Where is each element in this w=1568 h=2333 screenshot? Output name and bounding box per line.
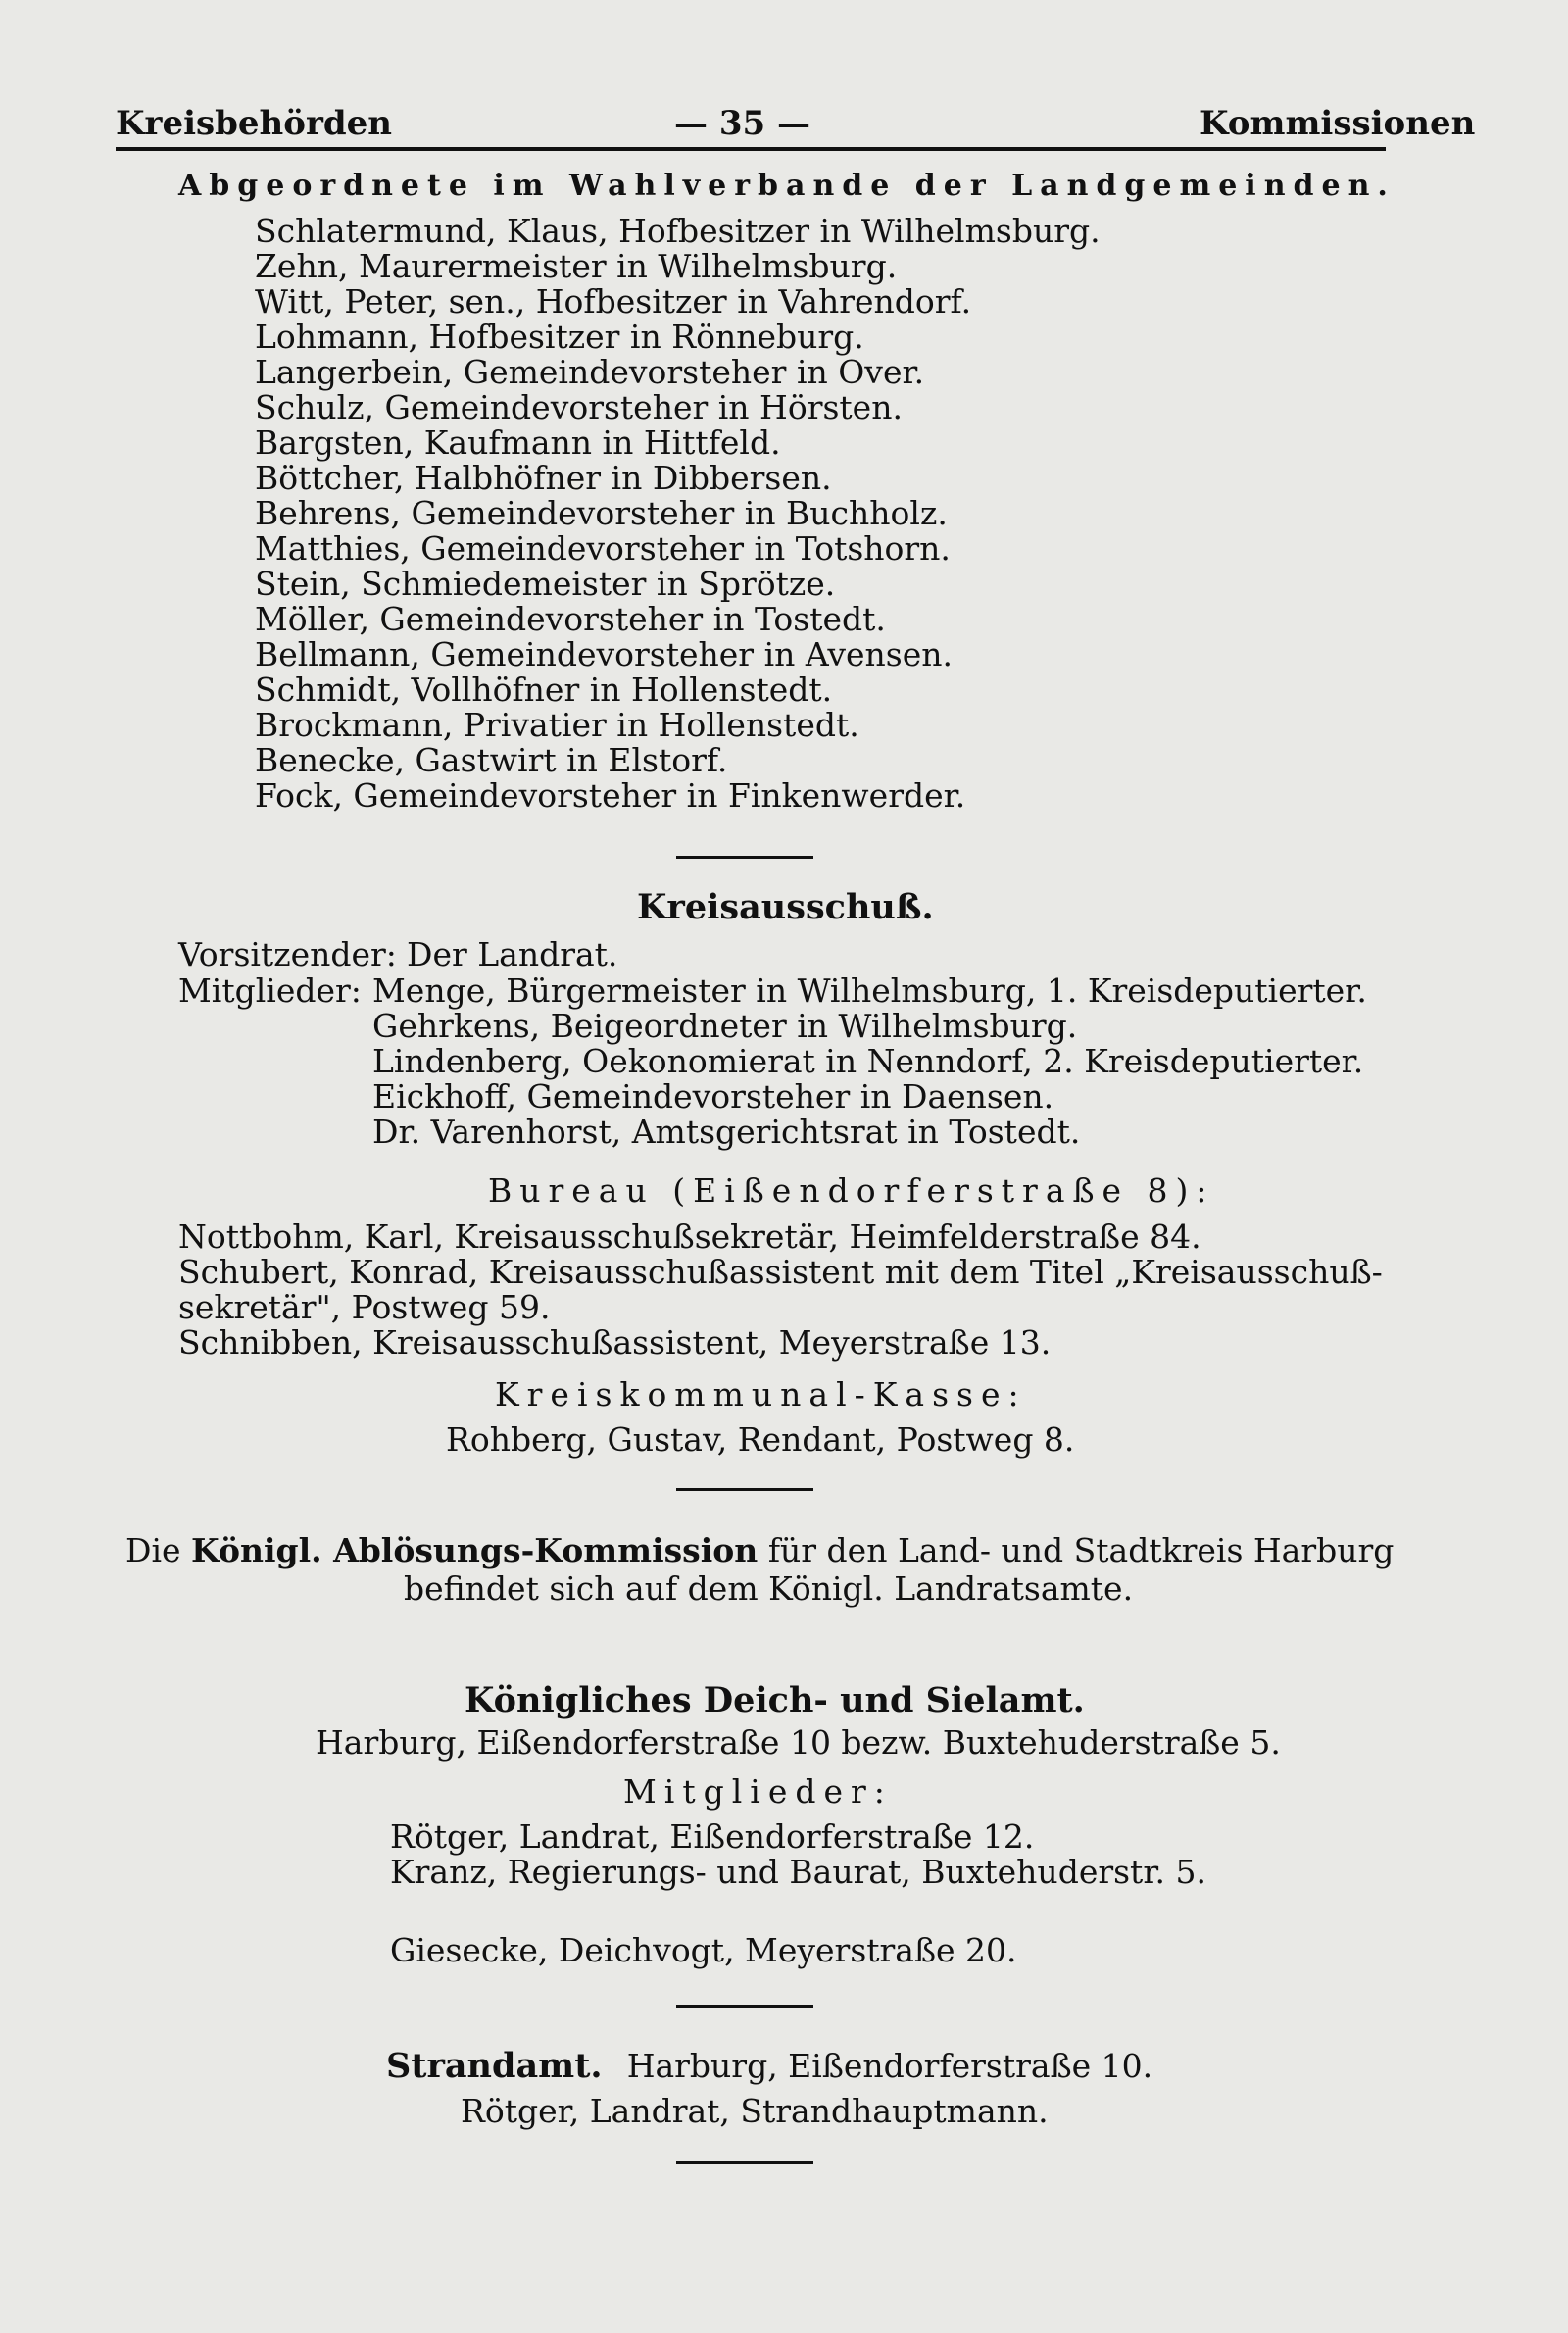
list-item: Bargsten, Kaufmann in Hittfeld.: [255, 423, 781, 462]
kasse-title: Kreiskommunal-Kasse:: [495, 1375, 1027, 1414]
deichamt-mitglieder-title: Mitglieder:: [623, 1772, 893, 1811]
list-item: Brockmann, Privatier in Hollenstedt.: [255, 706, 859, 744]
section-title-strandamt: Strandamt.: [386, 2046, 603, 2086]
deichamt-mitglieder-list: [390, 1819, 1206, 1890]
bureau-title: Bureau (Eißendorferstraße 8):: [488, 1171, 1215, 1210]
list-item: Schulz, Gemeindevorsteher in Hörsten.: [255, 388, 903, 426]
abloesung-pre: Die: [125, 1531, 181, 1569]
list-item: Menge, Bürgermeister in Wilhelmsburg, 1. Kreisdeputierter.: [372, 971, 1367, 1010]
list-item: Schlatermund, Klaus, Hofbesitzer in Wilhelmsburg.: [255, 212, 1101, 250]
deichvogt-entry: Giesecke, Deichvogt, Meyerstraße 20.: [390, 1931, 1017, 1969]
list-item: Schnibben, Kreisausschußassistent, Meyerstraße 13.: [178, 1323, 1052, 1362]
list-item: Schmidt, Vollhöfner in Hollenstedt.: [255, 670, 833, 709]
mitglieder-label: Mitglieder:: [178, 971, 362, 1010]
strandamt-line: [386, 2048, 1152, 2085]
list-item: Dr. Varenhorst, Amtsgerichtsrat in Tostedt.: [372, 1113, 1081, 1151]
abloesung-line-1: [125, 1533, 1394, 1568]
list-item: sekretär", Postweg 59.: [178, 1288, 551, 1326]
abloesung-bold: Königl. Ablösungs-Kommission: [191, 1531, 759, 1569]
page-number: — 35 —: [674, 104, 810, 143]
section-divider: [676, 2161, 813, 2164]
section-divider: [676, 1488, 813, 1491]
kreisausschuss-mitglieder-list: [372, 973, 1367, 1150]
list-item: Zehn, Maurermeister in Wilhelmsburg.: [255, 247, 898, 285]
list-item: Lindenberg, Oekonomierat in Nenndorf, 2. Kreisdeputierter.: [372, 1042, 1364, 1080]
list-item: Rötger, Landrat, Eißendorferstraße 12.: [390, 1817, 1035, 1856]
list-item: Gehrkens, Beigeordneter in Wilhelmsburg.: [372, 1007, 1078, 1045]
section-title-kreisausschuss: Kreisausschuß.: [637, 887, 934, 927]
list-item: Langerbein, Gemeindevorsteher in Over.: [255, 353, 925, 391]
abgeordnete-list: [255, 214, 1101, 814]
list-item: Möller, Gemeindevorsteher in Tostedt.: [255, 600, 886, 638]
strandamt-address: Harburg, Eißendorferstraße 10.: [626, 2047, 1153, 2085]
kasse-entry: Rohberg, Gustav, Rendant, Postweg 8.: [446, 1420, 1075, 1459]
list-item: Bellmann, Gemeindevorsteher in Avensen.: [255, 635, 953, 673]
list-item: Eickhoff, Gemeindevorsteher in Daensen.: [372, 1077, 1054, 1116]
abloesung-line-2: befindet sich auf dem Königl. Landratsamte.: [404, 1569, 1134, 1608]
vorsitzender-label: Vorsitzender:: [178, 935, 397, 973]
list-item: Behrens, Gemeindevorsteher in Buchholz.: [255, 494, 948, 532]
header-rule: [116, 147, 1386, 151]
section-title-deichamt: Königliches Deich- und Sielamt.: [465, 1680, 1085, 1720]
list-item: Nottbohm, Karl, Kreisausschußsekretär, Heimfelderstraße 84.: [178, 1217, 1201, 1256]
list-item: Witt, Peter, sen., Hofbesitzer in Vahrendorf.: [255, 282, 972, 321]
list-item: Kranz, Regierungs- und Baurat, Buxtehuderstr. 5.: [390, 1853, 1206, 1891]
list-item: Schubert, Konrad, Kreisausschußassistent mit dem Titel „Kreisausschuß-: [178, 1253, 1383, 1291]
bureau-list: [178, 1219, 1383, 1361]
abloesung-post: für den Land- und Stadtkreis Harburg: [767, 1531, 1395, 1569]
running-head-left: Kreisbehörden: [116, 104, 392, 143]
deichamt-address: Harburg, Eißendorferstraße 10 bezw. Buxtehuderstraße 5.: [316, 1723, 1281, 1762]
list-item: Matthies, Gemeindevorsteher in Totshorn.: [255, 529, 951, 568]
running-head-right: Kommissionen: [1200, 104, 1476, 143]
section-divider: [676, 2005, 813, 2008]
section-divider: [676, 856, 813, 859]
list-item: Böttcher, Halbhöfner in Dibbersen.: [255, 459, 832, 497]
strandamt-person: Rötger, Landrat, Strandhauptmann.: [461, 2092, 1049, 2130]
vorsitzender-value: Der Landrat.: [407, 935, 618, 973]
list-item: Stein, Schmiedemeister in Sprötze.: [255, 565, 836, 603]
list-item: Lohmann, Hofbesitzer in Rönneburg.: [255, 318, 864, 356]
section-title-abgeordnete: Abgeordnete im Wahlverbande der Landgemeinden.: [178, 169, 1396, 203]
list-item: Fock, Gemeindevorsteher in Finkenwerder.: [255, 776, 966, 815]
list-item: Benecke, Gastwirt in Elstorf.: [255, 741, 728, 779]
